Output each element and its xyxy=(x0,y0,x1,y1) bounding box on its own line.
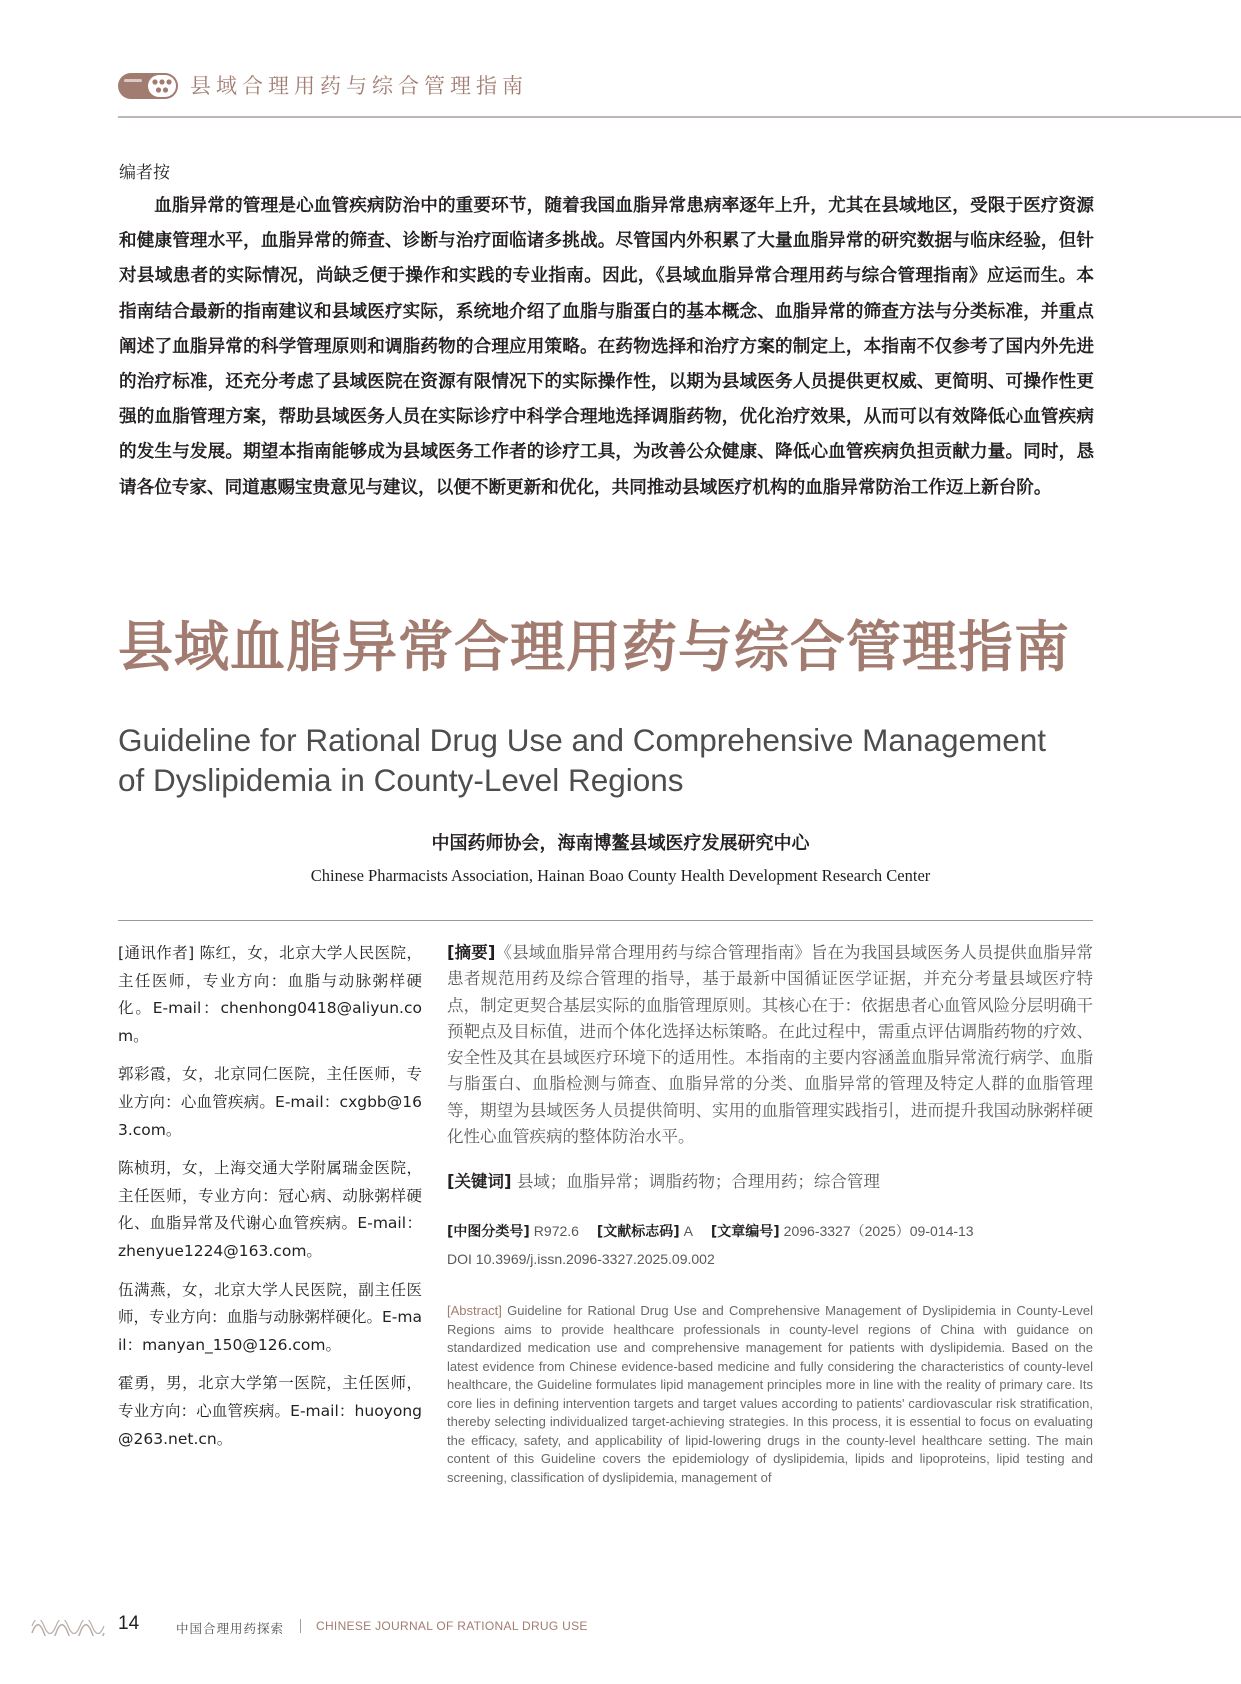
abstract-english-label: [Abstract] xyxy=(447,1303,502,1319)
journal-name-english: CHINESE JOURNAL OF RATIONAL DRUG USE xyxy=(316,1619,588,1633)
contact-text: 伍满燕，女，北京大学人民医院，副主任医师，专业方向：血脂与动脉粥样硬化。E-mail：manyan_150@126.com。 xyxy=(118,1280,422,1354)
editor-note-label: 编者按 xyxy=(119,163,170,183)
contact-entry xyxy=(118,940,422,1050)
keywords xyxy=(447,1169,1093,1195)
contacts-column xyxy=(118,940,422,1464)
title-english xyxy=(118,720,1098,800)
abstract-chinese xyxy=(447,940,1093,1150)
corresponding-author-label: [通讯作者] xyxy=(118,944,195,962)
contact-entry xyxy=(118,1370,422,1453)
wave-pattern-icon xyxy=(30,1620,108,1636)
journal-name-chinese: 中国合理用药探索 xyxy=(176,1621,285,1636)
clc-value: R972.6 xyxy=(533,1223,579,1240)
header-rule xyxy=(118,116,1241,118)
classification-info xyxy=(447,1218,1093,1273)
footer-divider xyxy=(300,1619,301,1633)
abstract-label: [摘要] xyxy=(447,943,496,962)
contact-entry xyxy=(118,1277,422,1360)
abstract-english xyxy=(447,1302,1093,1487)
editor-note-text: 血脂异常的管理是心血管疾病防治中的重要环节，随着我国血脂异常患病率逐年上升，尤其在县域地区，受限于医疗资源和健康管理水平，血脂异常的筛查、诊断与治疗面临诸多挑战。尽管国内外积累了大量血脂异常的研究数据与临床经验，但针对县域患者的实际情况，尚缺乏便于操作和实践的专业指南。因此，《县域血脂异常合理用药与综合管理指南》应运而生。本指南结合最新的指南建议和县域医疗实际，系统地介绍了血脂与脂蛋白的基本概念、血脂异常的筛查方法与分类标准，并重点阐述了血脂异常的科学管理原则和调脂药物的合理应用策略。在药物选择和治疗方案的制定上，本指南不仅参考了国内外先进的治疗标准，还充分考虑了县域医院在资源有限情况下的实际操作性，以期为县域医务人员提供更权威、更简明、可操作性更强的血脂管理方案，帮助县域医务人员在实际诊疗中科学合理地选择调脂药物，优化治疗效果，从而可以有效降低心血管疾病的发生与发展。期望本指南能够成为县域医务工作者的诊疗工具，为改善公众健康、降低心血管疾病负担贡献力量。同时，恳请各位专家、同道惠赐宝贵意见与建议，以便不断更新和优化，共同推动县域医疗机构的血脂异常防治工作迈上新台阶。 xyxy=(119,196,1094,498)
contact-entry xyxy=(118,1061,422,1144)
contact-text: 陈红，女，北京大学人民医院，主任医师，专业方向：血脂与动脉粥样硬化。E-mail：chenhong0418@aliyun.com。 xyxy=(118,944,422,1045)
abstract-english-text: Guideline for Rational Drug Use and Comprehensive Management of Dyslipidemia in County-Level Regions aims to provide healthcare professionals in county-level regions of China with guidance on standardized medication use and comprehensive management for patients with dyslipidemia. Based on the latest evidence from Chinese evidence-based medicine and fully considering the characteristics of county-level healthcare, the Guideline formulates lipid management principles more in line with the reality of primary care. Its core lies in defining intervention targets and target values according to patients' cardiovascular risk stratification, thereby selecting individualized target-achieving strategies. In this process, it is essential to focus on evaluating the efficacy, safety, and applicability of lipid-lowering drugs in the county-level healthcare setting. The main content of this Guideline covers the epidemiology of dyslipidemia, lipids and lipoproteins, lipid testing and screening, classification of dyslipidemia, management of xyxy=(447,1303,1093,1485)
contact-text: 郭彩霞，女，北京同仁医院，主任医师，专业方向：心血管疾病。E-mail：cxgbb@163.com。 xyxy=(118,1065,422,1139)
keywords-text: 县域；血脂异常；调脂药物；合理用药；综合管理 xyxy=(511,1172,880,1192)
article-number-label: [文章编号] xyxy=(710,1224,780,1241)
clc-label: [中图分类号] xyxy=(447,1224,530,1241)
article-number-value: 2096-3327（2025）09-014-13 xyxy=(783,1223,974,1240)
page-number: 14 xyxy=(118,1613,140,1634)
abstract-text: 《县域血脂异常合理用药与综合管理指南》旨在为我国县域医务人员提供血脂异常患者规范用药及综合管理的指导，基于最新中国循证医学证据，并充分考量县域医疗特点，制定更契合基层实际的血脂管理原则。其核心在于：依据患者心血管风险分层明确干预靶点及目标值，进而个体化选择达标策略。在此过程中，需重点评估调脂药物的疗效、安全性及其在县域医疗环境下的适用性。本指南的主要内容涵盖血脂异常流行病学、血脂与脂蛋白、血脂检测与筛查、血脂异常的分类、血脂异常的管理及特定人群的血脂管理等，期望为县域医务人员提供简明、实用的血脂管理实践指引，进而提升我国动脉粥样硬化性心血管疾病的整体防治水平。 xyxy=(447,943,1093,1147)
title-english-line-1: Guideline for Rational Drug Use and Comprehensive Management xyxy=(118,722,1047,758)
pill-capsule-icon xyxy=(118,72,180,100)
title-chinese: 县域血脂异常合理用药与综合管理指南 xyxy=(118,615,1071,679)
classification-line xyxy=(447,1218,1093,1246)
keywords-label: [关键词] xyxy=(447,1172,512,1192)
contact-text: 陈桢玥，女，上海交通大学附属瑞金医院，主任医师，专业方向：冠心病、动脉粥样硬化、血脂异常及代谢心血管疾病。E-mail：zhenyue1224@163.com。 xyxy=(118,1159,422,1260)
doc-code-label: [文献标志码] xyxy=(596,1224,680,1241)
contact-entry xyxy=(118,1155,422,1265)
authors-english: Chinese Pharmacists Association, Hainan Boao County Health Development Research Center xyxy=(310,866,931,885)
section-divider xyxy=(118,920,1093,921)
abstract-column xyxy=(447,940,1093,1500)
title-english-line-2: of Dyslipidemia in County-Level Regions xyxy=(118,762,684,798)
authors-chinese: 中国药师协会，海南博鳌县域医疗发展研究中心 xyxy=(431,833,810,854)
doc-code-value: A xyxy=(683,1223,693,1240)
running-title: 县域合理用药与综合管理指南 xyxy=(190,74,528,98)
doi: DOI 10.3969/j.issn.2096-3327.2025.09.002 xyxy=(447,1251,715,1268)
contact-text: 霍勇，男，北京大学第一医院，主任医师，专业方向：心血管疾病。E-mail：huoyong@263.net.cn。 xyxy=(118,1374,422,1448)
